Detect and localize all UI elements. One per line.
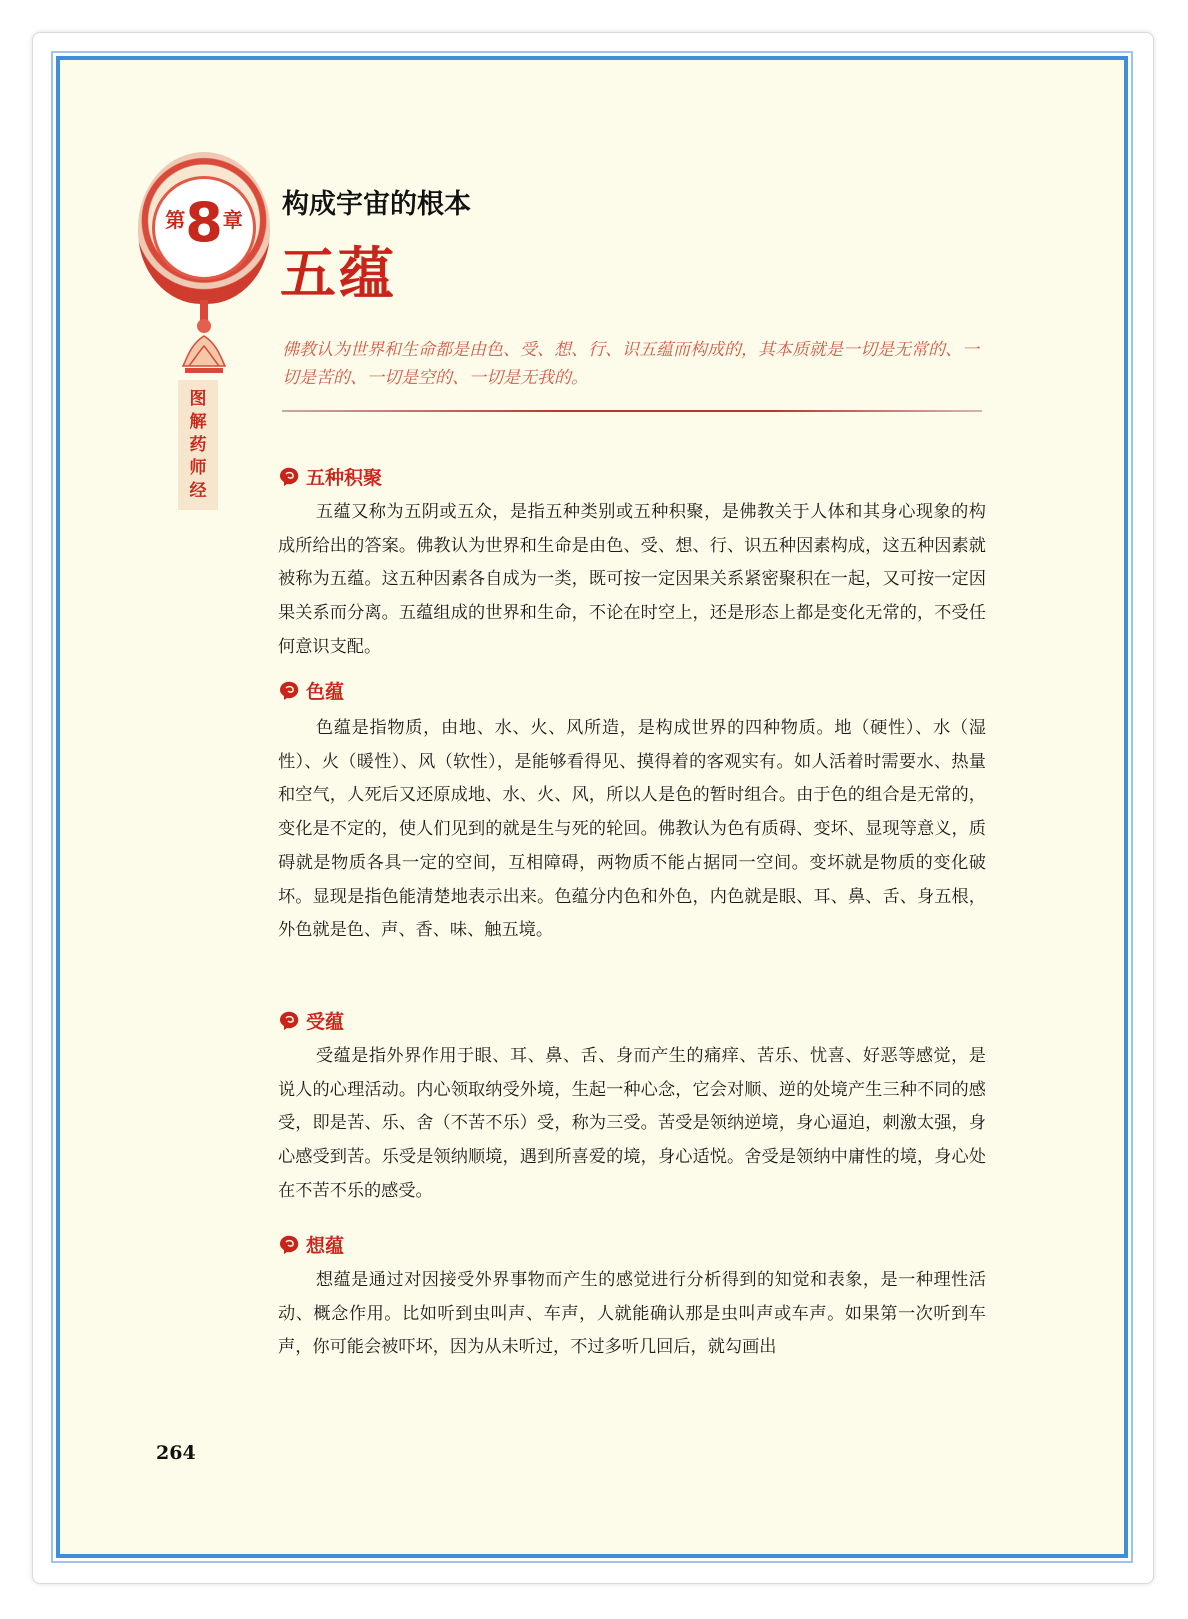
chapter-subtitle: 构成宇宙的根本 — [282, 189, 471, 220]
intro-text: 佛教认为世界和生命都是由色、受、想、行、识五蕴而构成的，其本质就是一切是无常的、一切是苦的、一切是空的、一切是无我的。 — [282, 340, 979, 388]
conch-icon — [278, 680, 300, 700]
section-heading — [278, 676, 344, 704]
section-heading-label: 想蕴 — [306, 1234, 345, 1257]
side-label-char: 解 — [189, 412, 207, 432]
section-heading — [278, 1230, 344, 1258]
section-heading-label: 色蕴 — [306, 680, 345, 703]
section-heading-label: 五种积聚 — [306, 466, 383, 489]
section-heading-label: 受蕴 — [306, 1010, 345, 1033]
chapter-badge — [138, 152, 270, 304]
section-body: 色蕴是指物质，由地、水、火、风所造，是构成世界的四种物质。地（硬性）、水（湿性）、火（暖性）、风（软性），是能够看得见、摸得着的客观实有。如人活着时需要水、热量和空气，人死后又还原成地、水、火、风，所以人是色的暂时组合。由于色的组合是无常的，变化是不定的，使人们见到的就是生与死的轮回。佛教认为色有质碍、变坏、显现等意义，质碍就是物质各具一定的空间，互相障碍，两物质不能占据同一空间。变坏就是物质的变化破坏。显现是指色能清楚地表示出来。色蕴分内色和外色，内色就是眼、耳、鼻、舌、身五根，外色就是色、声、香、味、触五境。 — [278, 718, 986, 941]
badge-number: 8 — [185, 191, 223, 254]
side-label — [178, 380, 218, 510]
badge-text — [138, 191, 270, 254]
intro-divider — [282, 410, 982, 412]
page-number: 264 — [156, 1442, 196, 1464]
page-frame-outer — [51, 51, 1133, 1563]
side-label-char: 图 — [189, 389, 207, 409]
lotus-tassel-icon — [181, 300, 227, 390]
side-label-char: 药 — [189, 435, 207, 455]
page-card — [32, 32, 1154, 1584]
section-body: 受蕴是指外界作用于眼、耳、鼻、舌、身而产生的痛痒、苦乐、忧喜、好恶等感觉，是说人的心理活动。内心领取纳受外境，生起一种心念，它会对顺、逆的处境产生三种不同的感受，即是苦、乐、舍（不苦不乐）受，称为三受。苦受是领纳逆境，身心逼迫，刺激太强，身心感受到苦。乐受是领纳顺境，遇到所喜爱的境，身心适悦。舍受是领纳中庸性的境，身心处在不苦不乐的感受。 — [278, 1046, 986, 1201]
section-body: 想蕴是通过对因接受外界事物而产生的感觉进行分析得到的知觉和表象，是一种理性活动、概念作用。比如听到虫叫声、车声，人就能确认那是虫叫声或车声。如果第一次听到车声，你可能会被吓坏，因为从未听过，不过多听几回后，就勾画出 — [278, 1270, 986, 1358]
section-heading — [278, 462, 382, 490]
conch-icon — [278, 466, 300, 486]
conch-icon — [278, 1010, 300, 1030]
section-body: 五蕴又称为五阴或五众，是指五种类别或五种积聚，是佛教关于人体和其身心现象的构成所给出的答案。佛教认为世界和生命是由色、受、想、行、识五种因素构成，这五种因素就被称为五蕴。这五种因素各自成为一类，既可按一定因果关系紧密聚积在一起，又可按一定因果关系而分离。五蕴组成的世界和生命，不论在时空上，还是形态上都是变化无常的，不受任何意识支配。 — [278, 502, 986, 657]
badge-suffix: 章 — [222, 208, 243, 232]
conch-icon — [278, 1234, 300, 1254]
chapter-title: 五蕴 — [280, 241, 396, 307]
section-heading — [278, 1006, 344, 1034]
page-frame-inner — [56, 56, 1128, 1558]
side-label-char: 师 — [189, 458, 207, 478]
side-label-char: 经 — [189, 481, 207, 501]
badge-prefix: 第 — [165, 208, 186, 232]
